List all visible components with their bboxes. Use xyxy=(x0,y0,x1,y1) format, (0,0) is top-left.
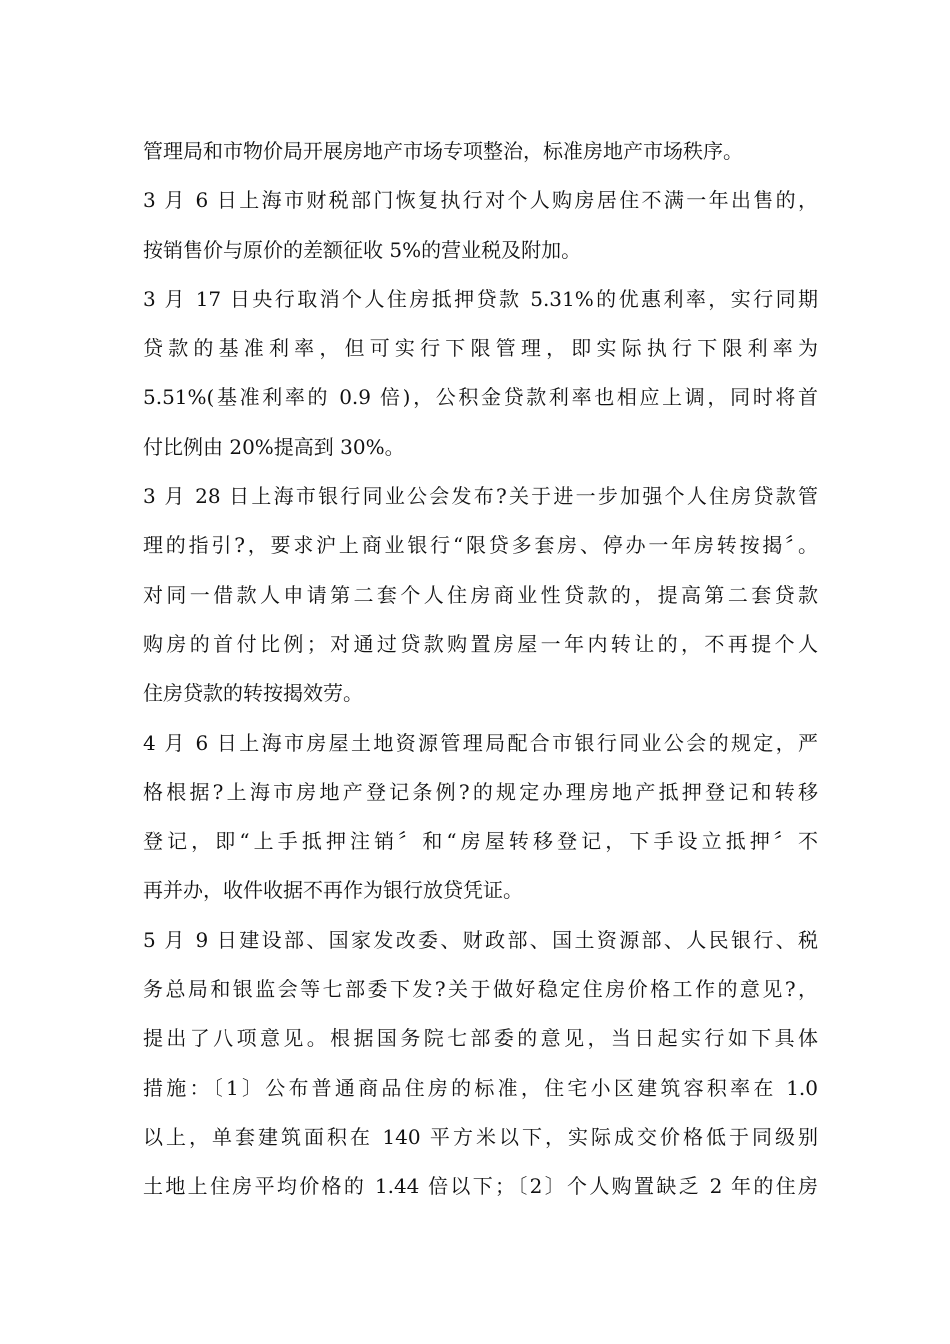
text-line: 理的指引?，要求沪上商业银行“限贷多套房、停办一年房转按揭〞。 xyxy=(143,533,818,558)
text-line: 对同一借款人申请第二套个人住房商业性贷款的，提高第二套贷款 xyxy=(143,582,818,607)
text-line: 贷款的基准利率，但可实行下限管理，即实际执行下限利率为 xyxy=(143,336,818,361)
text-line: 以上，单套建筑面积在 140 平方米以下，实际成交价格低于同级别 xyxy=(143,1124,818,1149)
text-line: 务总局和银监会等七部委下发?关于做好稳定住房价格工作的意见?， xyxy=(143,977,818,1002)
text-line: 再并办，收件收据不再作为银行放贷凭证。 xyxy=(143,878,523,903)
text-line: 提出了八项意见。根据国务院七部委的意见，当日起实行如下具体 xyxy=(143,1026,818,1051)
text-line: 措施：〔1〕公布普通商品住房的标准，住宅小区建筑容积率在 1.0 xyxy=(143,1075,818,1100)
text-line: 3 月 6 日上海市财税部门恢复执行对个人购房居住不满一年出售的， xyxy=(143,188,818,213)
text-line: 住房贷款的转按揭效劳。 xyxy=(143,681,363,706)
text-line: 登记，即“上手抵押注销〞和“房屋转移登记，下手设立抵押〞不 xyxy=(143,829,818,854)
text-line: 购房的首付比例；对通过贷款购置房屋一年内转让的，不再提个人 xyxy=(143,631,818,656)
text-line: 按销售价与原价的差额征收 5%的营业税及附加。 xyxy=(143,237,582,262)
text-line: 格根据?上海市房地产登记条例?的规定办理房地产抵押登记和转移 xyxy=(143,779,818,804)
text-line: 土地上住房平均价格的 1.44 倍以下；〔2〕个人购置缺乏 2 年的住房 xyxy=(143,1174,818,1199)
text-line: 3 月 28 日上海市银行同业公会发布?关于进一步加强个人住房贷款管 xyxy=(143,484,818,509)
text-line: 3 月 17 日央行取消个人住房抵押贷款 5.31%的优惠利率，实行同期 xyxy=(143,286,818,311)
text-line: 管理局和市物价局开展房地产市场专项整治，标准房地产市场秩序。 xyxy=(143,139,743,163)
text-line: 5 月 9 日建设部、国家发改委、财政部、国土资源部、人民银行、税 xyxy=(143,927,818,952)
document-body xyxy=(143,127,818,1212)
text-line: 5.51%(基准利率的 0.9 倍)，公积金贷款利率也相应上调，同时将首 xyxy=(143,385,818,410)
text-line: 4 月 6 日上海市房屋土地资源管理局配合市银行同业公会的规定，严 xyxy=(143,730,818,755)
text-line: 付比例由 20%提高到 30%。 xyxy=(143,434,405,459)
